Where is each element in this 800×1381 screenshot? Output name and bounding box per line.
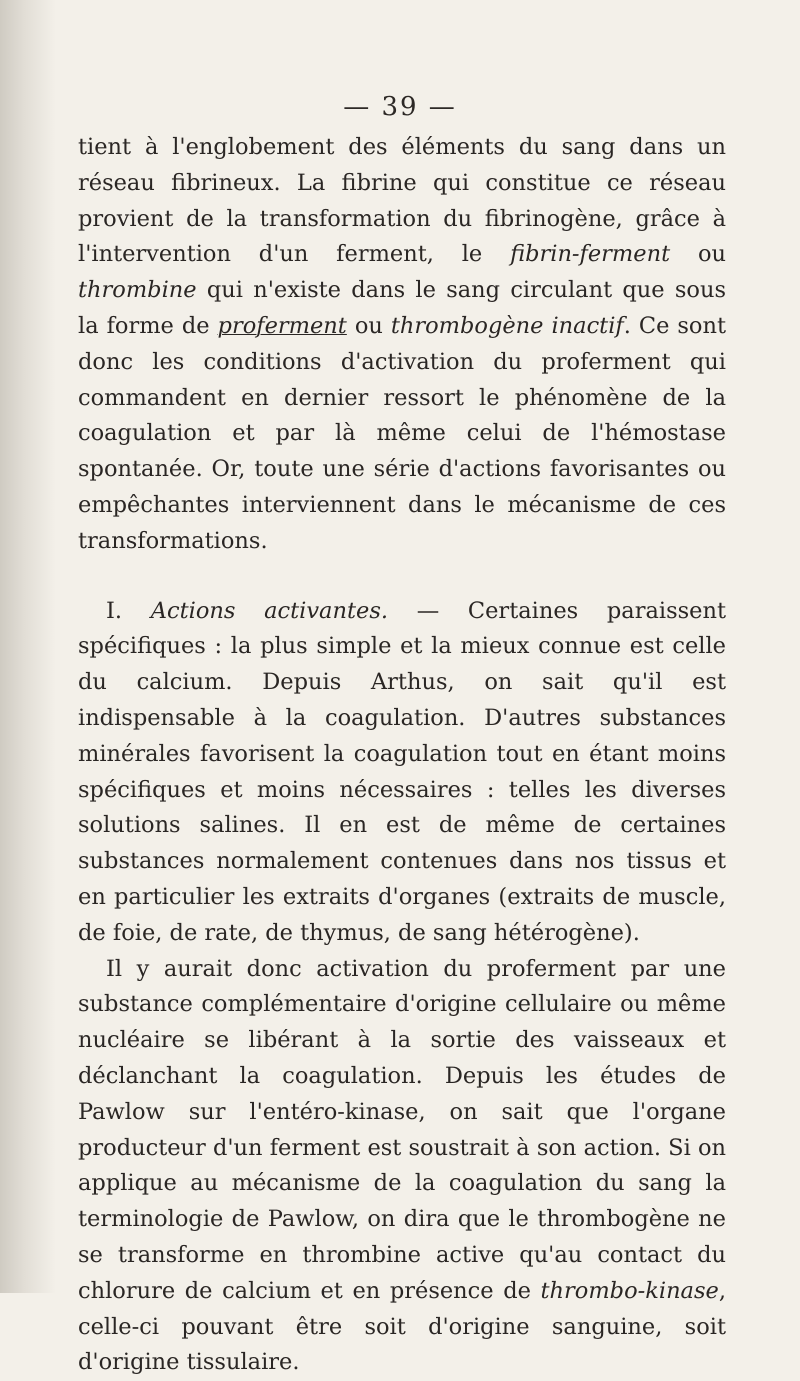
page-number: — 39 — bbox=[343, 92, 457, 122]
paragraph-1-text-b: ou bbox=[670, 241, 726, 268]
paragraph-1-text-a: tient à l'englobement des éléments du sang dans un réseau fibrineux. La fibrine qui constitue ce réseau provient de la transformation du fibrinogène, grâce à l'intervention d'un ferment, le bbox=[78, 134, 726, 268]
term-proferment: proferment bbox=[217, 312, 347, 339]
paragraph-2 bbox=[78, 594, 726, 952]
paragraph-3 bbox=[78, 952, 726, 1381]
paragraph-1-text-c: qui n'existe dans le sang circulant que sous la forme de bbox=[78, 277, 726, 339]
page-edge-shadow bbox=[0, 0, 56, 1293]
body-text bbox=[78, 130, 726, 1381]
term-fibrin-ferment: fibrin-ferment bbox=[510, 241, 671, 268]
section-number: I. bbox=[106, 597, 151, 624]
term-thrombo-kinase: thrombo-kinase bbox=[540, 1277, 719, 1304]
term-thrombogene-inactif: thrombogène inactif bbox=[390, 312, 624, 339]
paragraph-2-text: — Certaines paraissent spécifiques : la plus simple et la mieux connue est celle du calcium. Depuis Arthus, on sait qu'il est indispensable à la coagulation. D'autres substances minérales favorisent la coagulation tout en étant moins spécifiques et moins nécessaires : telles les diverses solutions salines. Il en est de même de certaines substances normalement contenues dans nos tissus et en particulier les extraits d'organes (extraits de muscle, de foie, de rate, de thymus, de sang hétérogène). bbox=[78, 597, 727, 946]
paragraph-1 bbox=[78, 130, 726, 560]
paragraph-3-text-b: , celle-ci pouvant être soit d'origine sanguine, soit d'origine tissulaire. bbox=[78, 1277, 726, 1376]
paragraph-1-text-d: ou bbox=[346, 312, 391, 339]
paragraph-3-text-a: Il y aurait donc activation du proferment par une substance complémentaire d'origine cellulaire ou même nucléaire se libérant à la sortie des vaisseaux et déclanchant la coagulation. Depuis les études de Pawlow sur l'entéro-kinase, on sait que l'organe producteur d'un ferment est soustrait à son action. Si on applique au mécanisme de la coagulation du sang la terminologie de Pawlow, on dira que le thrombogène ne se transforme en thrombine active qu'au contact du chlorure de calcium et en présence de bbox=[78, 955, 726, 1304]
paragraph-spacer bbox=[78, 560, 726, 594]
term-thrombine: thrombine bbox=[78, 277, 197, 304]
section-heading-actions-activantes: Actions activantes. bbox=[150, 597, 389, 624]
paragraph-1-text-e: . Ce sont donc les conditions d'activation du proferment qui commandent en dernier ressort le phénomène de la coagulation et par là même celui de l'hémostase spontanée. Or, toute une série d'actions favorisantes ou empêchantes interviennent dans le mécanisme de ces transformations. bbox=[78, 312, 726, 554]
